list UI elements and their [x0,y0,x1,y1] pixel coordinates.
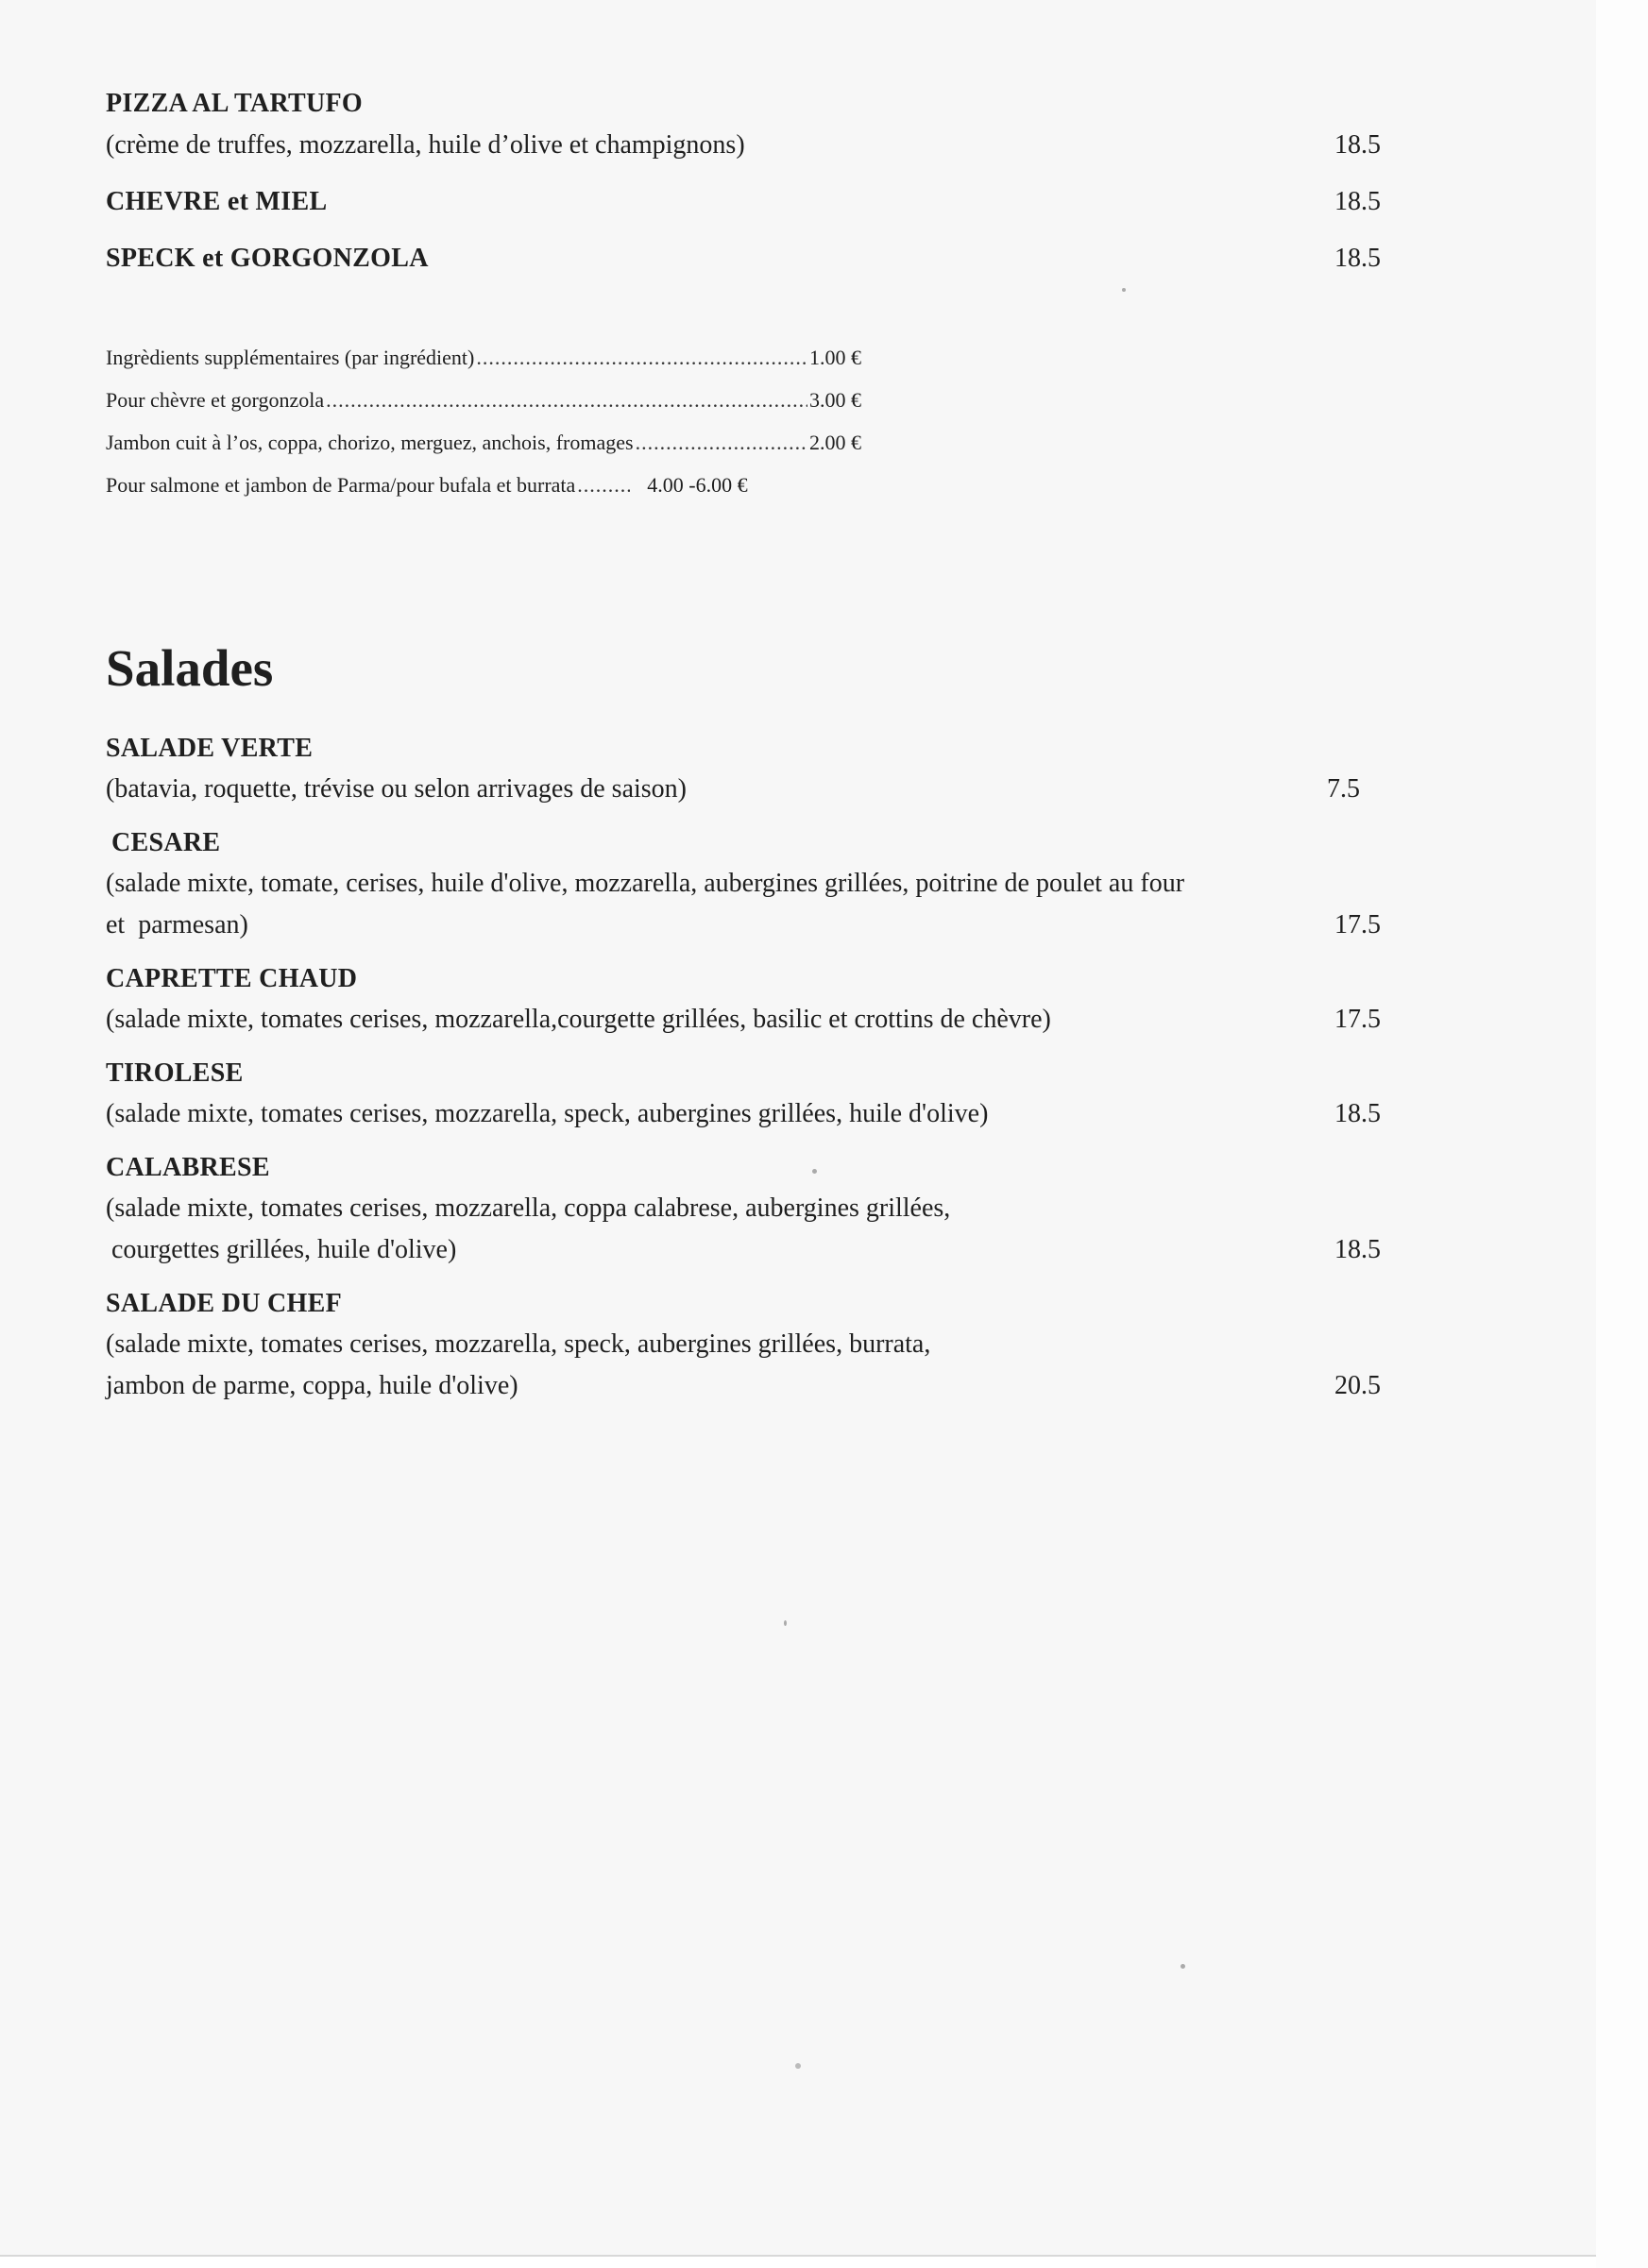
supplement-label: Pour chèvre et gorgonzola [106,388,325,412]
item-name: PIZZA AL TARTUFO [106,89,363,118]
supplement-row [106,379,861,421]
item-name: CAPRETTE CHAUD [106,964,358,993]
menu-item-pizza-al-tartufo [106,83,1381,166]
scan-speck [812,1169,817,1174]
item-description: et parmesan) [106,910,248,939]
menu-item-caprette-chaud [106,959,1381,1041]
item-price: 18.5 [1334,130,1381,160]
supplement-label: Jambon cuit à l’os, coppa, chorizo, merguez, anchois, fromages [106,431,634,454]
menu-item-salade-verte [106,729,1381,810]
menu-item-cesare [106,823,1381,946]
supplement-price: 1.00 € [809,346,861,369]
item-description: jambon de parme, coppa, huile d'olive) [106,1371,518,1400]
menu-item-tirolese [106,1054,1381,1135]
scan-speck [1122,288,1126,292]
item-name: CHEVRE et MIEL [106,187,328,216]
item-description: courgettes grillées, huile d'olive) [111,1235,457,1264]
item-name: TIROLESE [106,1058,244,1088]
menu-item-speck-et-gorgonzola [106,238,1381,279]
supplement-row [106,464,861,506]
item-price: 17.5 [1334,910,1381,939]
dot-leader [636,421,807,464]
supplement-label: Ingrèdients supplémentaires (par ingrédient) [106,346,475,369]
menu-item-chevre-et-miel [106,181,1381,223]
item-description: (crème de truffes, mozzarella, huile d’olive et champignons) [106,130,745,160]
item-name: SALADE VERTE [106,734,314,763]
item-price: 7.5 [1327,774,1360,804]
scan-edge [1596,0,1648,2268]
item-description: (salade mixte, tomates cerises, mozzarella,courgette grillées, basilic et crottins de chèvre) [106,1005,1051,1034]
item-name: CESARE [111,828,221,857]
scan-speck [795,2063,801,2069]
menu-content [106,83,1381,1420]
supplement-price: 3.00 € [809,388,861,412]
supplement-price: 2.00 € [809,431,861,454]
supplement-label: Pour salmone et jambon de Parma/pour bufala et burrata [106,473,576,497]
dot-leader [476,336,807,379]
scan-speck [784,1620,787,1626]
dot-leader [326,379,807,421]
supplement-row [106,336,861,379]
item-description: (batavia, roquette, trévise ou selon arrivages de saison) [106,774,688,804]
item-price: 20.5 [1334,1371,1381,1400]
scan-speck [1181,1964,1185,1969]
section-title-salades: Salades [106,639,274,697]
item-name: CALABRESE [106,1153,270,1182]
item-description: (salade mixte, tomates cerises, mozzarella, coppa calabrese, aubergines grillées, [106,1193,951,1223]
item-price: 17.5 [1334,1005,1381,1034]
item-description: (salade mixte, tomates cerises, mozzarella, speck, aubergines grillées, burrata, [106,1329,931,1359]
item-price: 18.5 [1334,187,1381,216]
menu-item-salade-du-chef [106,1284,1381,1407]
menu-item-calabrese [106,1148,1381,1271]
supplement-price: 4.00 -6.00 € [647,473,748,497]
item-price: 18.5 [1334,1235,1381,1264]
salads-list [106,729,1381,1407]
item-description: (salade mixte, tomates cerises, mozzarella, speck, aubergines grillées, huile d'olive) [106,1099,989,1128]
supplement-row [106,421,861,464]
item-price: 18.5 [1334,1099,1381,1128]
item-name: SPECK et GORGONZOLA [106,244,429,273]
item-description: (salade mixte, tomate, cerises, huile d'olive, mozzarella, aubergines grillées, poitrine de poulet au four [106,869,1185,898]
item-name: SALADE DU CHEF [106,1289,343,1318]
item-price: 18.5 [1334,244,1381,273]
dot-leader [577,464,630,506]
supplements-list [106,336,861,506]
